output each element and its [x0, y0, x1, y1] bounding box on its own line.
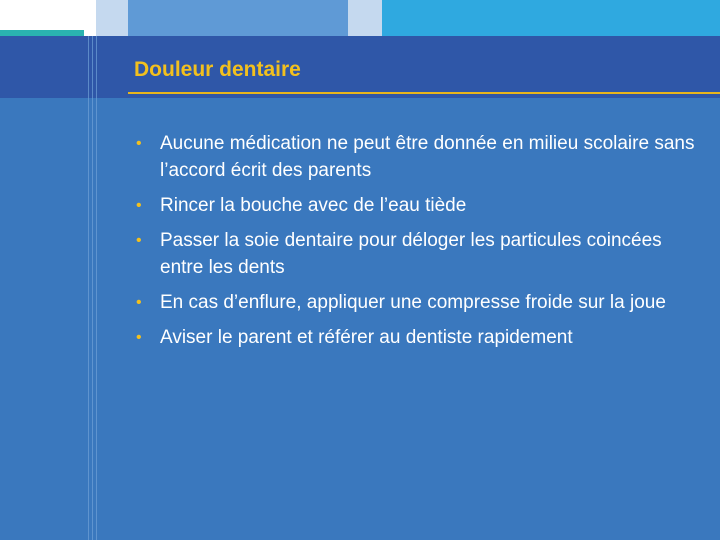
- bullet-text: Rincer la bouche avec de l’eau tiède: [160, 195, 467, 216]
- bullet-item: [136, 130, 696, 184]
- header-block-lightblue-right: [348, 0, 382, 36]
- bullet-marker: •: [136, 329, 142, 346]
- header-block-mid-blue: [128, 0, 348, 36]
- bullet-text: Aucune médication ne peut être donnée en milieu scolaire sans l’accord écrit des parents: [160, 133, 695, 181]
- header-block-lightblue-left: [96, 0, 128, 36]
- decorative-vertical-line: [88, 36, 89, 540]
- bullet-item: [136, 227, 696, 281]
- bullet-text: En cas d’enflure, appliquer une compresse froide sur la joue: [160, 292, 666, 313]
- bullet-item: [136, 324, 696, 351]
- bullet-text: Aviser le parent et référer au dentiste rapidement: [160, 327, 573, 348]
- header-decoration-band: [0, 0, 720, 36]
- decorative-vertical-line: [96, 36, 97, 540]
- bullet-item: [136, 192, 696, 219]
- bullet-marker: •: [136, 135, 142, 152]
- bullet-marker: •: [136, 197, 142, 214]
- bullet-list: [136, 130, 696, 359]
- header-block-cyan: [382, 0, 720, 36]
- bullet-marker: •: [136, 232, 142, 249]
- slide-title: Douleur dentaire: [134, 58, 301, 81]
- bullet-marker: •: [136, 294, 142, 311]
- bullet-item: [136, 289, 696, 316]
- title-underline-rule: [128, 92, 720, 94]
- decorative-vertical-line: [92, 36, 93, 540]
- title-bar: [0, 36, 720, 98]
- bullet-text: Passer la soie dentaire pour déloger les particules coincées entre les dents: [160, 230, 662, 278]
